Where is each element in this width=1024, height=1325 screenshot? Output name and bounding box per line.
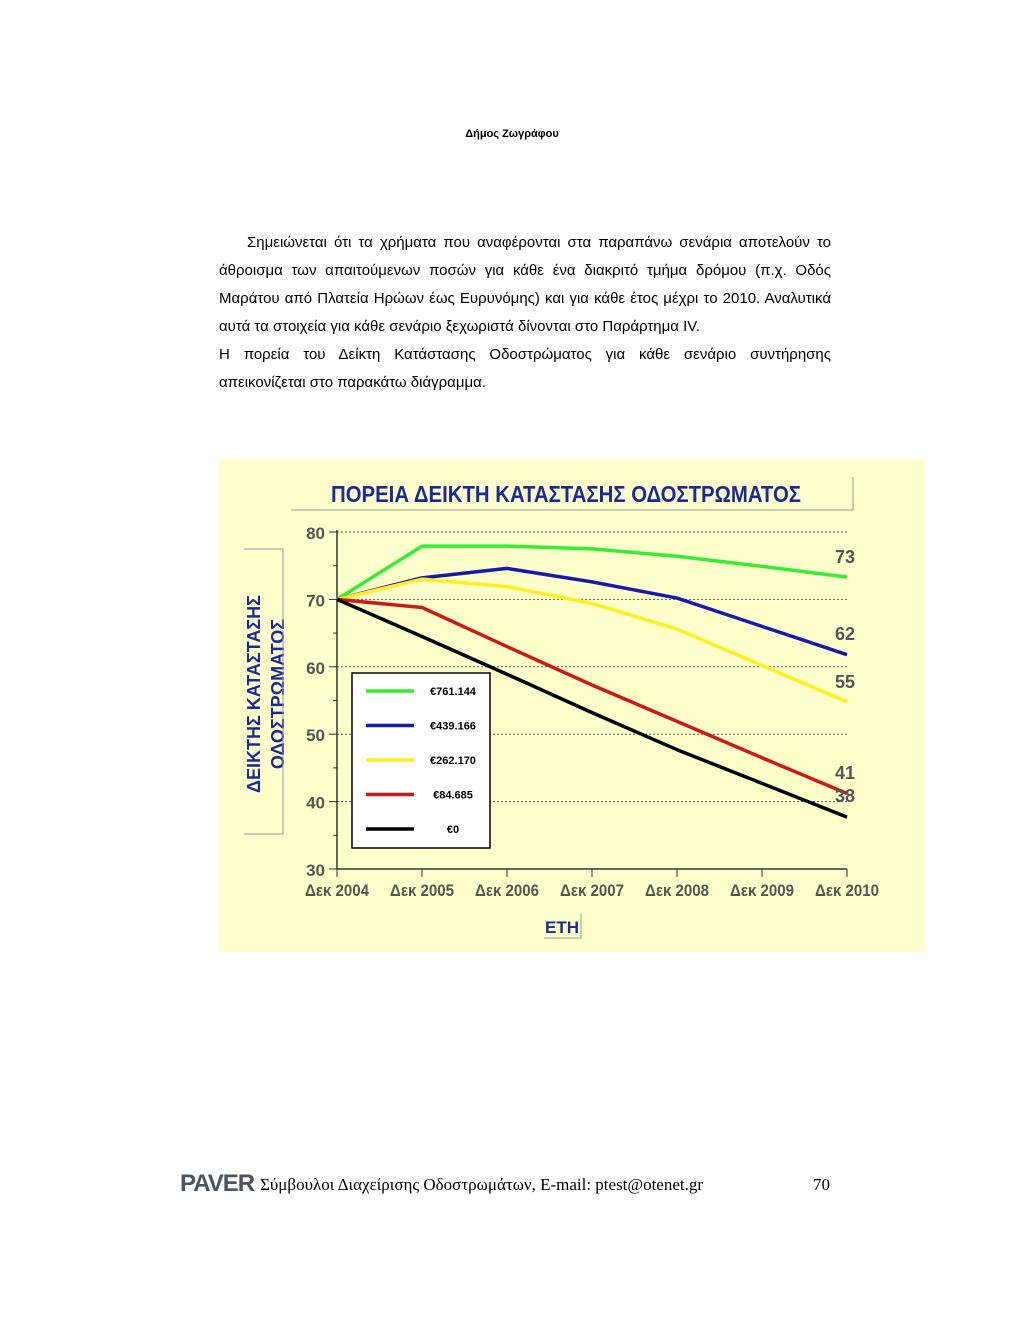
x-tick-label: Δεκ 2008: [645, 881, 709, 900]
legend-label-4: €84.685: [433, 789, 473, 802]
y-tick-label: 70: [306, 591, 325, 611]
legend-label-5: €0: [446, 824, 460, 836]
end-label-3: 55: [834, 672, 856, 692]
end-label-4: 41: [834, 763, 856, 783]
chart-container: [219, 459, 925, 952]
x-tick-label: Δεκ 2004: [305, 881, 370, 900]
y-tick-label: 40: [306, 793, 325, 813]
page-header: Δήμος Ζωγράφου: [465, 128, 559, 140]
end-label-1: 73: [834, 547, 856, 567]
x-axis-title: ΕΤΗ: [545, 918, 579, 937]
y-axis-label-line-1: ΔΕΙΚΤΗΣ ΚΑΤΑΣΤΑΣΗΣ: [244, 595, 264, 793]
legend-label-1: €761.144: [430, 686, 476, 698]
legend-label-3: €262.170: [430, 755, 476, 767]
y-axis-label-line-2: ΟΔΟΣΤΡΩΜΑΤΟΣ: [268, 618, 288, 770]
legend-label-2: €439.166: [430, 720, 476, 733]
paragraph-1: Σημειώνεται ότι τα χρήματα που αναφέρονται στα παραπάνω σενάρια αποτελούν το άθροισμα των απαιτούμενων ποσών για κάθε ένα διακριτό τμήμα δρόμου (π.χ. Οδός Μαράτου από Πλατεία Ηρώων έως Ευρυνόμης) και για κάθε έτος μέχρι το 2010. Αναλυτικά αυτά τα στοιχεία για κάθε σενάριο ξεχωριστά δίνονται στο Παράρτημα IV.: [219, 234, 831, 335]
chart-title: ΠΟΡΕΙΑ ΔΕΙΚΤΗ ΚΑΤΑΣΤΑΣΗΣ ΟΔΟΣΤΡΩΜΑΤΟΣ: [331, 481, 802, 507]
page-footer: [180, 1172, 830, 1202]
x-tick-label: Δεκ 2005: [390, 881, 454, 900]
page-number: 70: [813, 1175, 830, 1194]
y-axis-label: [244, 595, 288, 793]
y-tick-label: 30: [306, 861, 325, 880]
x-tick-label: Δεκ 2006: [475, 881, 539, 900]
y-tick-label: 60: [306, 658, 325, 678]
y-tick-label: 80: [306, 524, 325, 543]
line-chart: [219, 459, 925, 952]
paver-logo: PAVER: [180, 1170, 255, 1197]
y-tick-label: 50: [306, 726, 325, 746]
x-tick-label: Δεκ 2010: [815, 881, 879, 900]
x-tick-label: Δεκ 2009: [730, 881, 794, 900]
footer-text: Σύμβουλοι Διαχείρισης Οδοστρωμάτων, E-mail: ptest@otenet.gr: [260, 1175, 704, 1194]
body-text: [219, 229, 831, 397]
x-tick-label: Δεκ 2007: [560, 881, 624, 900]
end-label-2: 62: [834, 624, 856, 644]
series-line-1: [337, 546, 847, 599]
end-label-5: 38: [834, 786, 856, 806]
paragraph-2: Η πορεία του Δείκτη Κατάστασης Οδοστρώματος για κάθε σενάριο συντήρησης απεικονίζεται στο παρακάτω διάγραμμα.: [219, 346, 831, 391]
